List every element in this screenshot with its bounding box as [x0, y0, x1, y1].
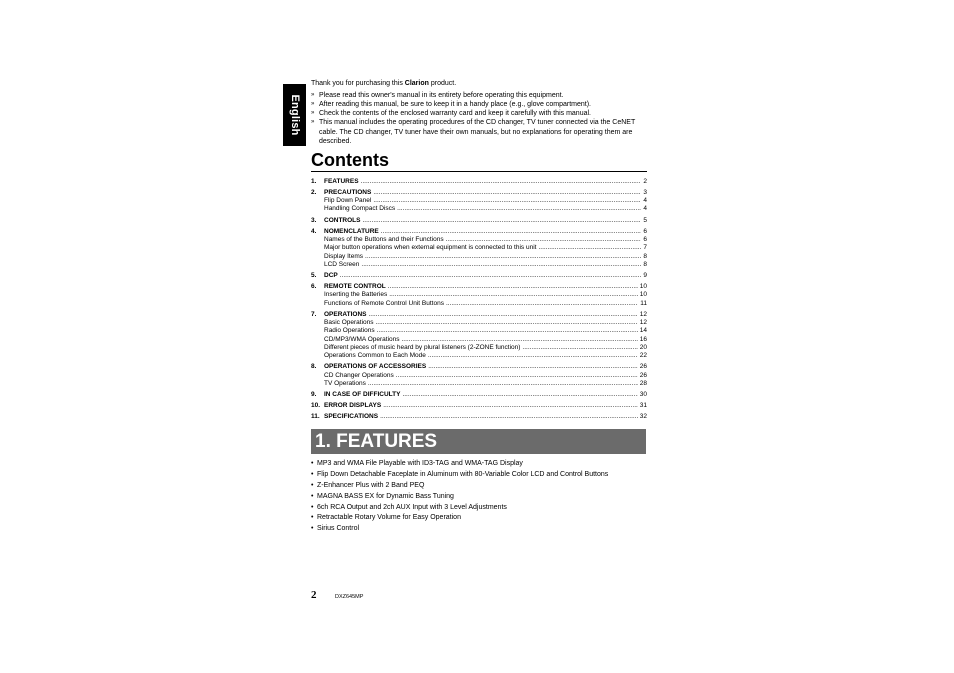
features-list	[311, 459, 651, 535]
toc-page: 7	[643, 244, 647, 252]
toc-number: 6.	[311, 283, 317, 291]
toc-leader	[380, 413, 638, 421]
toc-page: 16	[639, 335, 647, 343]
toc-page: 14	[639, 327, 647, 335]
toc-entry[interactable]	[311, 272, 647, 280]
toc-title: REMOTE CONTROL	[324, 283, 386, 291]
intro-bullet: » After reading this manual, be sure to keep it in a handy place (e.g., glove compartment).	[311, 100, 651, 109]
toc-title: PRECAUTIONS	[324, 188, 372, 196]
intro-bullet: » Please read this owner's manual in its entirety before operating this equipment.	[311, 91, 651, 100]
toc-subentry[interactable]	[311, 291, 647, 299]
toc-subentry[interactable]	[311, 380, 647, 388]
toc-entry[interactable]	[311, 391, 647, 399]
toc-page: 6	[643, 235, 647, 243]
feature-item: • MAGNA BASS EX for Dynamic Bass Tuning	[311, 492, 651, 503]
toc-leader	[396, 372, 638, 380]
toc-subtitle: Different pieces of music heard by plural listeners (2-ZONE function)	[324, 343, 521, 351]
toc-title: OPERATIONS	[324, 310, 367, 318]
toc-page: 32	[639, 413, 647, 421]
toc-page: 4	[643, 197, 647, 205]
toc-leader	[361, 178, 642, 186]
toc-subtitle: CD/MP3/WMA Operations	[324, 335, 400, 343]
toc-subentry[interactable]	[311, 344, 647, 352]
toc-subentry[interactable]	[311, 352, 647, 360]
toc-subtitle: Display Items	[324, 252, 364, 260]
feature-item: • Z-Enhancer Plus with 2 Band PEQ	[311, 481, 651, 492]
toc-subentry[interactable]	[311, 261, 647, 269]
toc-subentry[interactable]	[311, 253, 647, 261]
toc-subentry[interactable]	[311, 205, 647, 213]
toc-entry[interactable]	[311, 189, 647, 197]
toc-subentry[interactable]	[311, 197, 647, 205]
toc-leader	[383, 402, 638, 410]
toc-leader	[538, 244, 641, 252]
toc-leader	[388, 283, 638, 291]
toc-subtitle: Radio Operations	[324, 327, 375, 335]
toc-page: 6	[643, 227, 647, 235]
toc-section	[311, 402, 647, 410]
toc-page: 10	[639, 291, 647, 299]
toc-leader	[381, 228, 642, 236]
features-heading: 1. FEATURES	[311, 429, 646, 454]
toc-subentry[interactable]	[311, 300, 647, 308]
toc-page: 8	[643, 252, 647, 260]
toc-leader	[389, 291, 638, 299]
toc-section	[311, 272, 647, 280]
toc-subentry[interactable]	[311, 244, 647, 252]
toc-page: 28	[639, 379, 647, 387]
toc-section	[311, 228, 647, 269]
toc-number: 10.	[311, 402, 321, 410]
feature-item: • Flip Down Detachable Faceplate in Aluminum with 80-Variable Color LCD and Control Buttons	[311, 470, 651, 481]
toc-subtitle: Major button operations when external equipment is connected to this unit	[324, 244, 537, 252]
toc-leader	[377, 327, 638, 335]
toc-leader	[428, 363, 638, 371]
toc-page: 5	[643, 216, 647, 224]
toc-section	[311, 391, 647, 399]
toc-number: 1.	[311, 177, 317, 185]
toc-section	[311, 311, 647, 361]
toc-entry[interactable]	[311, 311, 647, 319]
toc-leader	[446, 236, 642, 244]
toc-page: 10	[639, 283, 647, 291]
toc-title: IN CASE OF DIFFICULTY	[324, 391, 401, 398]
toc-leader	[397, 205, 641, 213]
toc-subentry[interactable]	[311, 319, 647, 327]
toc-leader	[373, 197, 641, 205]
toc-entry[interactable]	[311, 402, 647, 410]
toc-entry[interactable]	[311, 413, 647, 421]
toc-page: 26	[639, 371, 647, 379]
intro-bullet: » This manual includes the operating procedures of the CD changer, TV tuner connected via the CeNET cable. The CD changer, TV tuner have their own manuals, but no explanations for operating them are described.	[311, 118, 651, 146]
toc-number: 11.	[311, 413, 320, 421]
toc-number: 5.	[311, 271, 317, 279]
toc-section	[311, 189, 647, 214]
toc-leader	[376, 319, 638, 327]
table-of-contents	[311, 175, 647, 421]
toc-leader	[365, 253, 641, 261]
toc-subtitle: CD Changer Operations	[324, 371, 394, 379]
language-tab-label: English	[288, 94, 301, 136]
feature-item: • MP3 and WMA File Playable with ID3-TAG and WMA-TAG Display	[311, 459, 651, 470]
toc-leader	[368, 380, 638, 388]
feature-item: • 6ch RCA Output and 2ch AUX Input with 3 Level Adjustments	[311, 503, 651, 514]
toc-subentry[interactable]	[311, 372, 647, 380]
toc-subentry[interactable]	[311, 236, 647, 244]
model-code: DXZ645MP	[335, 594, 364, 600]
feature-item: • Retractable Rotary Volume for Easy Operation	[311, 513, 651, 524]
toc-page: 8	[643, 260, 647, 268]
toc-number: 4.	[311, 227, 317, 235]
toc-section	[311, 178, 647, 186]
language-tab	[283, 84, 306, 146]
toc-section	[311, 283, 647, 308]
toc-subtitle: LCD Screen	[324, 260, 360, 268]
toc-title: SPECIFICATIONS	[324, 413, 379, 421]
toc-section	[311, 217, 647, 225]
toc-leader	[446, 300, 638, 308]
toc-title: CONTROLS	[324, 216, 361, 224]
toc-number: 3.	[311, 216, 317, 224]
toc-page: 30	[639, 391, 647, 398]
toc-subtitle: Names of the Buttons and their Functions	[324, 235, 444, 243]
toc-section	[311, 363, 647, 388]
toc-leader	[340, 272, 642, 280]
toc-page: 31	[639, 402, 647, 410]
toc-leader	[402, 391, 637, 399]
toc-page: 12	[639, 319, 647, 327]
toc-leader	[373, 189, 641, 197]
toc-page: 2	[643, 177, 647, 185]
intro-block	[311, 79, 651, 146]
toc-subentry[interactable]	[311, 336, 647, 344]
toc-page: 20	[639, 343, 647, 351]
toc-number: 8.	[311, 363, 317, 371]
toc-title: DCP	[324, 271, 338, 279]
toc-leader	[369, 311, 638, 319]
toc-leader	[362, 217, 641, 225]
toc-page: 9	[643, 271, 647, 279]
toc-entry[interactable]	[311, 283, 647, 291]
intro-thanks: Thank you for purchasing this Clarion product.	[311, 80, 457, 87]
contents-title: Contents	[311, 150, 647, 172]
intro-bullets	[311, 91, 651, 146]
toc-page: 4	[643, 205, 647, 213]
toc-title: FEATURES	[324, 177, 359, 185]
toc-page: 12	[639, 310, 647, 318]
toc-entry[interactable]	[311, 217, 647, 225]
toc-subtitle: Inserting the Batteries	[324, 291, 388, 299]
toc-page: 26	[639, 363, 647, 371]
toc-entry[interactable]	[311, 363, 647, 371]
toc-entry[interactable]	[311, 178, 647, 186]
toc-subtitle: TV Operations	[324, 379, 366, 387]
toc-entry[interactable]	[311, 228, 647, 236]
feature-item: • Sirius Control	[311, 524, 651, 535]
toc-title: ERROR DISPLAYS	[324, 402, 382, 410]
brand-name: Clarion	[404, 80, 429, 87]
toc-section	[311, 413, 647, 421]
toc-leader	[428, 352, 638, 360]
toc-number: 2.	[311, 188, 317, 196]
toc-leader	[361, 261, 641, 269]
toc-subtitle: Basic Operations	[324, 319, 374, 327]
toc-leader	[402, 336, 638, 344]
toc-page: 22	[639, 352, 647, 360]
toc-subtitle: Functions of Remote Control Unit Buttons	[324, 299, 444, 307]
toc-number: 7.	[311, 310, 317, 318]
toc-title: OPERATIONS OF ACCESSORIES	[324, 363, 427, 371]
page-number: 2	[311, 589, 317, 601]
toc-page: 11	[640, 299, 647, 307]
toc-subentry[interactable]	[311, 327, 647, 335]
toc-subtitle: Handling Compact Discs	[324, 205, 396, 213]
toc-leader	[522, 344, 637, 352]
intro-bullet: » Check the contents of the enclosed warranty card and keep it carefully with this manual.	[311, 109, 651, 118]
toc-title: NOMENCLATURE	[324, 227, 379, 235]
toc-subtitle: Operations Common to Each Mode	[324, 352, 426, 360]
toc-page: 3	[643, 188, 647, 196]
toc-number: 9.	[311, 391, 317, 398]
toc-subtitle: Flip Down Panel	[324, 197, 372, 205]
